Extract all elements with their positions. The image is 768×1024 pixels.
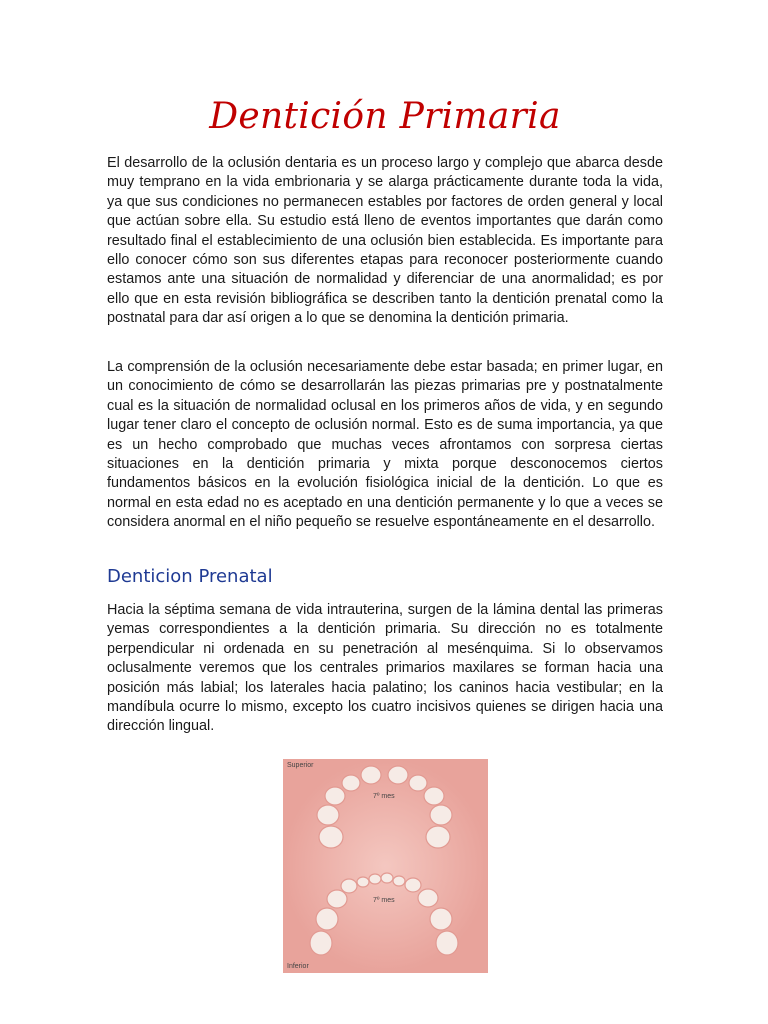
section-heading-prenatal: Denticion Prenatal: [107, 566, 273, 587]
figure-label-superior: Superior: [287, 762, 314, 769]
figure-caption-upper: 7º mes: [373, 793, 395, 800]
figure-label-inferior: Inferior: [287, 963, 309, 970]
prenatal-paragraph: Hacia la séptima semana de vida intrauterina, surgen de la lámina dental las primeras yemas correspondientes a la dentición primaria. Su dirección no es totalmente perpendicular ni ordenada en su penetración al mesénquima. Si lo observamos oclusalmente veremos que los centrales primarios maxilares se forman hacia una posición más labial; los laterales hacia palatino; los caninos hacia vestibular; en la mandíbula ocurre lo mismo, excepto los cuatro incisivos quienes se dirigen hacia una dirección lingual.: [107, 602, 663, 735]
dental-arches-figure: [283, 759, 488, 973]
figure-caption-lower: 7º mes: [373, 897, 395, 904]
dental-arches-illustration: [283, 759, 488, 973]
page-title: Dentición Primaria: [209, 96, 561, 137]
intro-paragraph: El desarrollo de la oclusión dentaria es un proceso largo y complejo que abarca desde muy temprano en la vida embrionaria y se alarga prácticamente durante toda la vida, ya que sus condiciones no permanecen estables por factores de orden general y local que actúan sobre ella. Su estudio está lleno de eventos importantes que darán como resultado final el establecimiento de una oclusión bien establecida. Es importante para ello conocer cómo son sus diferentes etapas para reconocer posteriormente cuando estamos ante una situación de normalidad y diferenciar de una anormalidad; es por ello que en esta revisión bibliográfica se describen tanto la dentición prenatal como la postnatal para dar así origen a lo que se denomina la dentición primaria.: [107, 155, 663, 327]
occlusion-paragraph: La comprensión de la oclusión necesariamente debe estar basada; en primer lugar, en un conocimiento de cómo se desarrollarán las piezas primarias pre y postnatalmente cual es la situación de normalidad oclusal en los primeros años de vida, y en segundo lugar tener claro el concepto de oclusión normal. Esto es de suma importancia, ya que es un hecho comprobado que muchas veces afrontamos con sorpresa ciertas situaciones en la dentición primaria y mixta porque desconocemos ciertos fundamentos básicos en la evolución fisiológica inicial de la dentición. Lo que es normal en esta edad no es aceptado en una dentición permanente y lo que a veces se considera anormal en el niño pequeño se resuelve espontáneamente en el desarrollo.: [107, 359, 663, 531]
